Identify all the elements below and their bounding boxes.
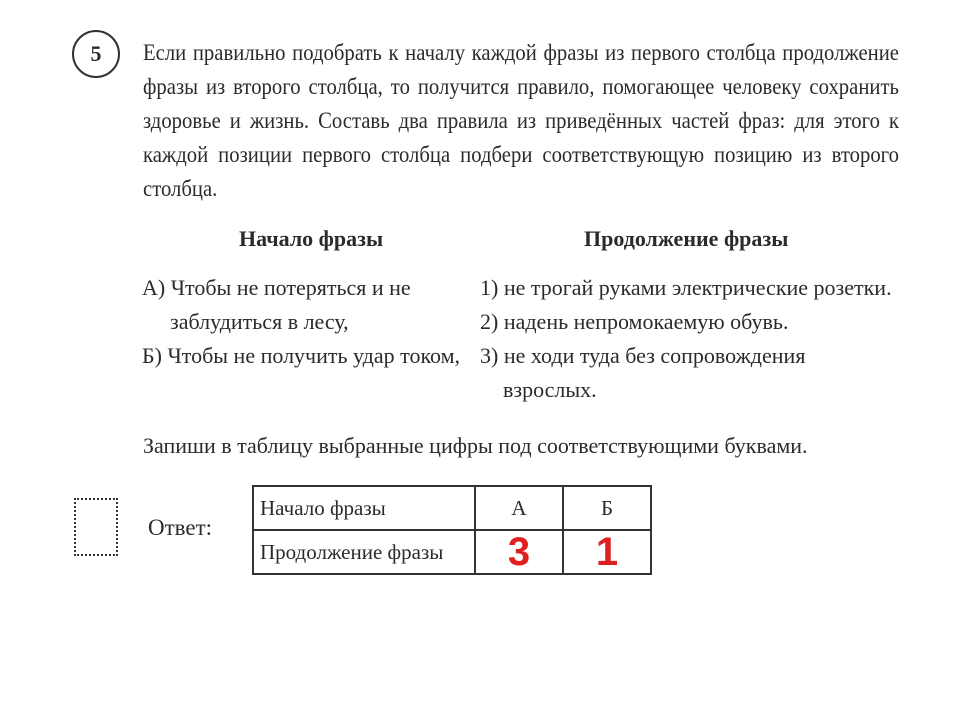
answer-col-a: А	[475, 486, 563, 530]
beginning-b: Б) Чтобы не получить удар током,	[142, 343, 461, 368]
answer-value-b[interactable]: 1	[563, 530, 651, 574]
answer-row1-label: Начало фразы	[253, 486, 475, 530]
column-header-beginning: Начало фразы	[239, 226, 384, 251]
answer-table	[252, 485, 652, 575]
beginning-a-line1: А) Чтобы не потеряться и не	[142, 275, 411, 300]
continuation-1: 1) не трогай руками электрические розетки.	[480, 275, 892, 300]
task-number: 5	[90, 41, 102, 66]
task-number-badge	[72, 30, 120, 78]
answer-row2-label: Продолжение фразы	[253, 530, 475, 574]
column-header-continuation: Продолжение фразы	[584, 226, 789, 251]
answer-col-b: Б	[563, 486, 651, 530]
continuation-3-line1: 3) не ходи туда без сопровождения	[480, 343, 806, 368]
answer-check-box	[74, 498, 118, 556]
answer-table-row-header	[253, 486, 651, 530]
continuation-3-line2: взрослых.	[503, 377, 597, 402]
answer-table-row-values	[253, 530, 651, 574]
task-text: Если правильно подобрать к началу каждой фразы из первого столбца продолжение фразы из второго столбца, то получится правило, помогающее человеку сохранить здоровье и жизнь. Составь два правила из приведённых частей фраз: для этого к каждой позиции первого столбца подбери соответствующую позицию из второго столбца.	[143, 40, 899, 201]
continuation-2: 2) надень непромокаемую обувь.	[480, 309, 789, 334]
answer-value-a[interactable]: 3	[475, 530, 563, 574]
instruction-text: Запиши в таблицу выбранные цифры под соответствующими буквами.	[143, 433, 808, 458]
answer-label: Ответ:	[148, 515, 213, 540]
beginning-a-line2: заблудиться в лесу,	[170, 309, 349, 334]
